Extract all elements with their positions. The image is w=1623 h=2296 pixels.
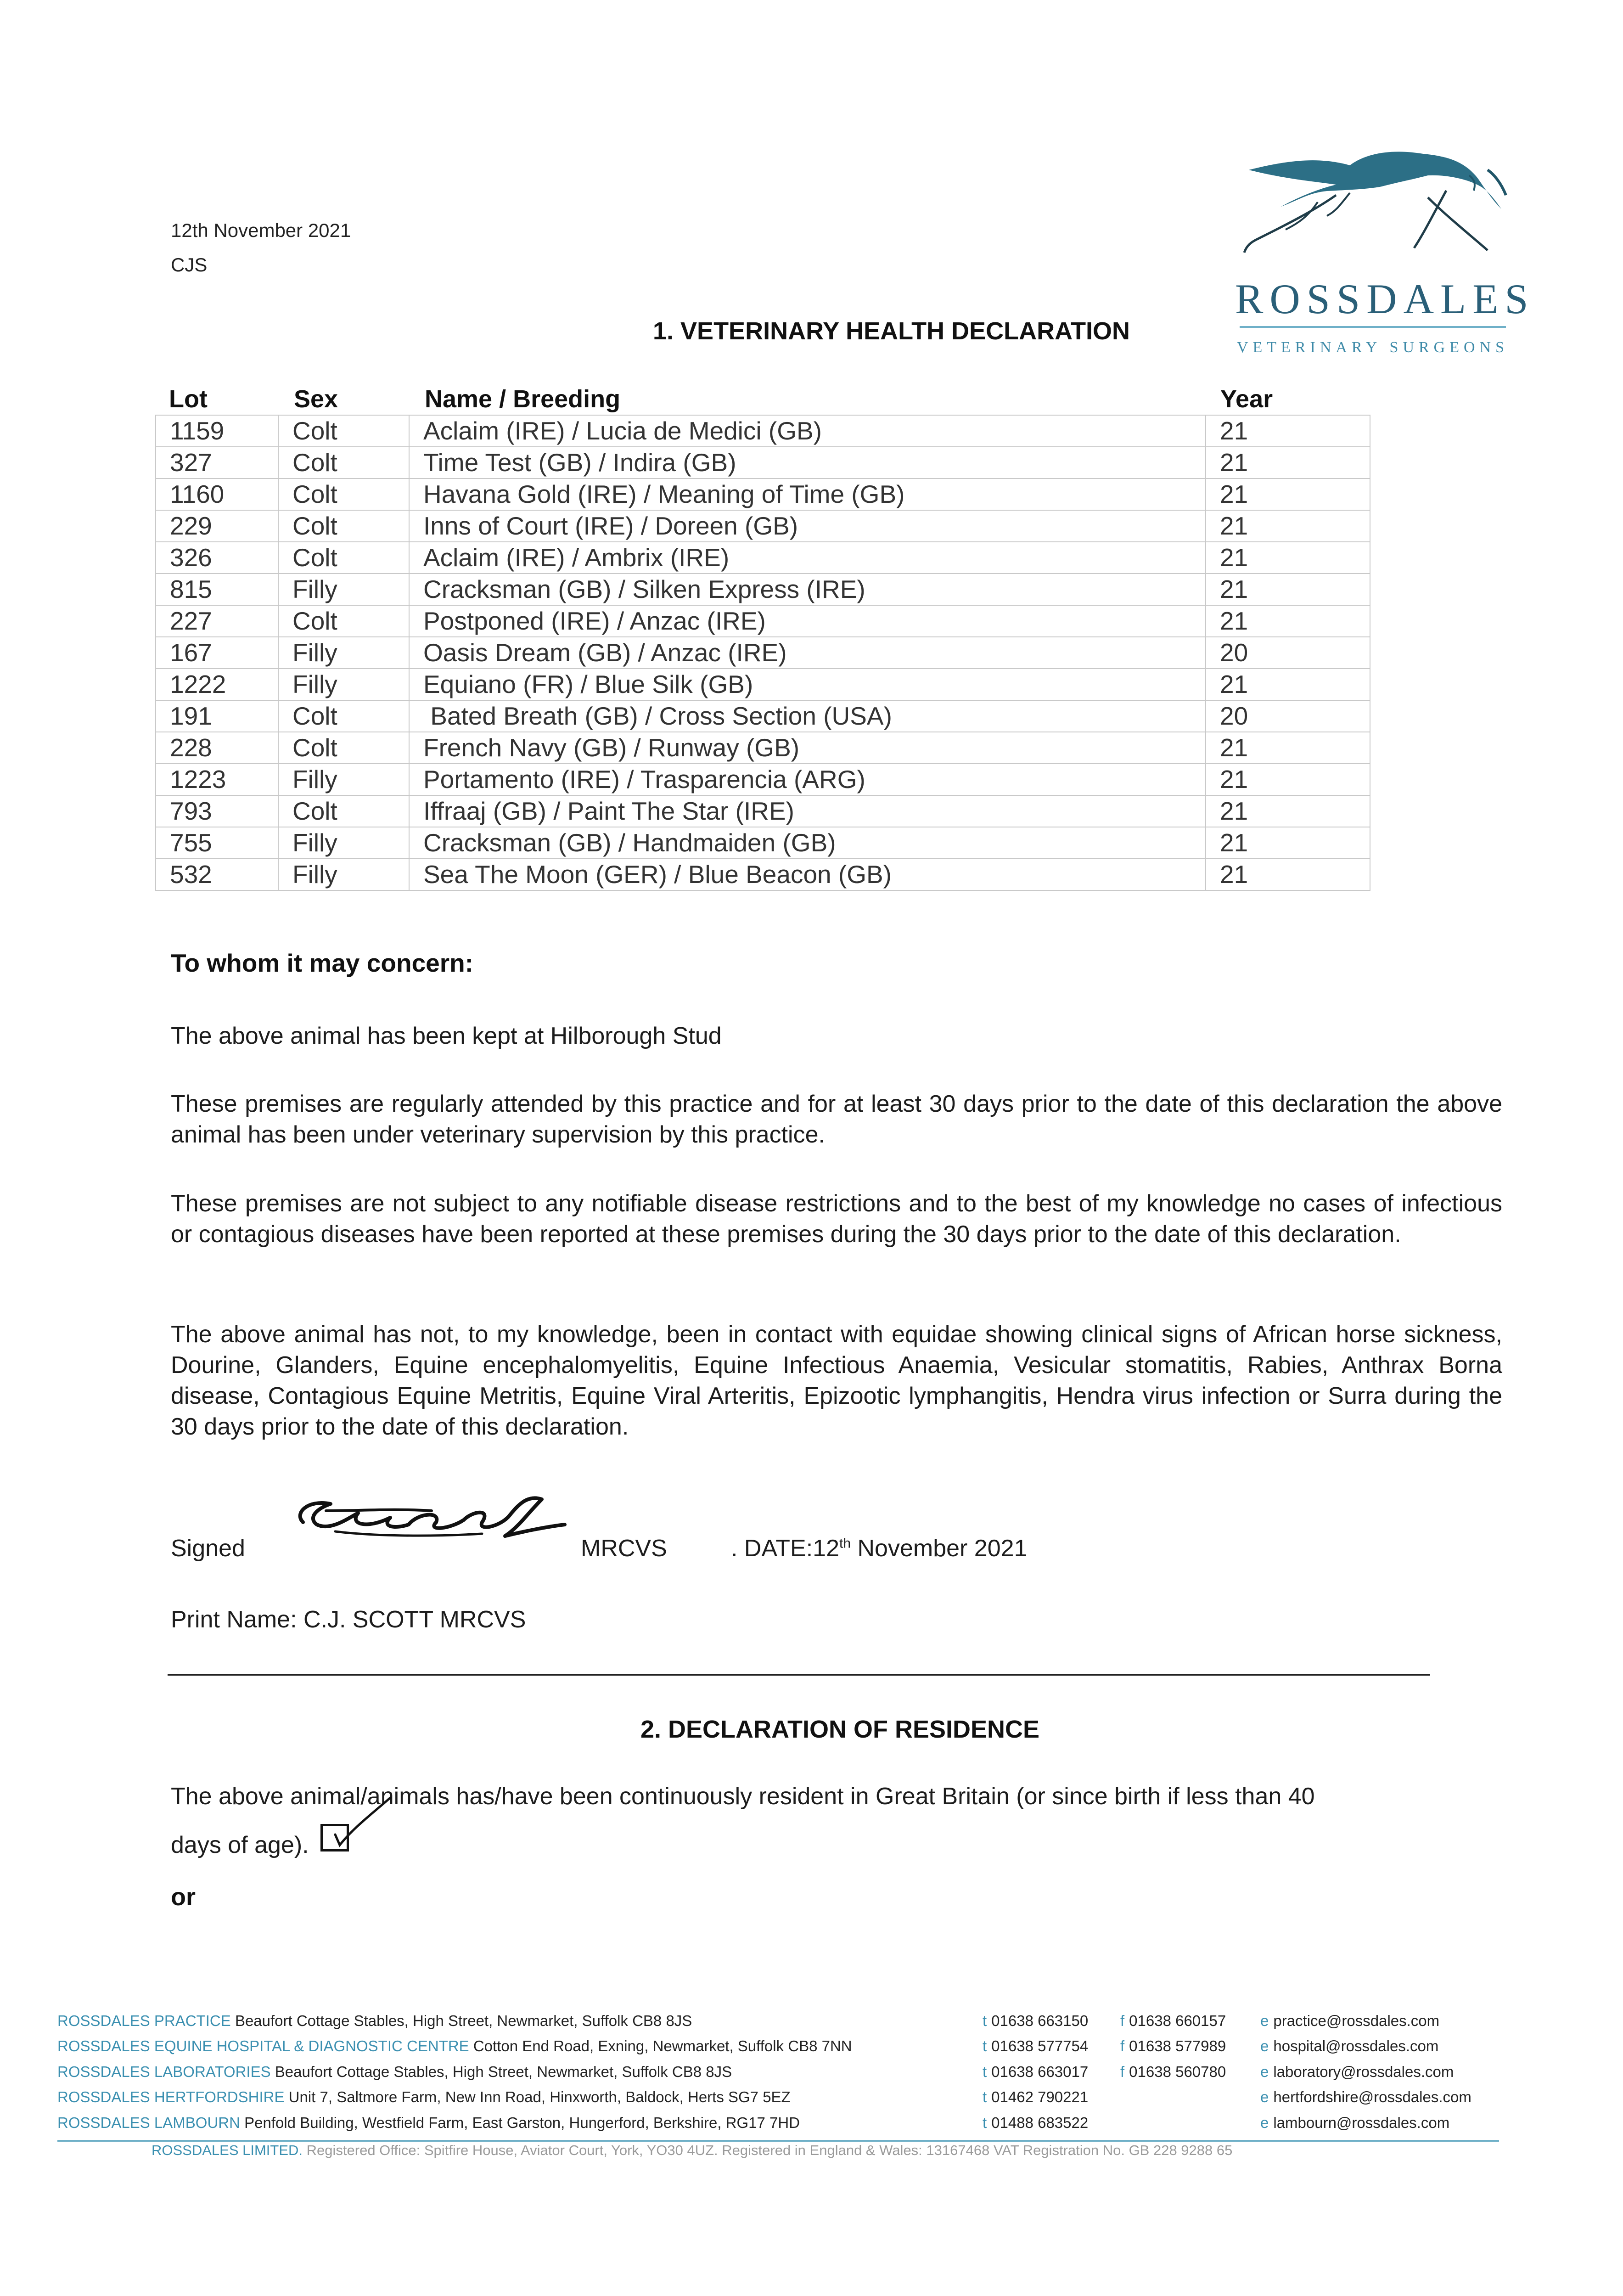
footer-divider <box>57 2140 1499 2142</box>
cell-name: Bated Breath (GB) / Cross Section (USA) <box>409 700 1206 732</box>
cell-name: Time Test (GB) / Indira (GB) <box>409 447 1206 478</box>
col-header-lot: Lot <box>169 385 208 413</box>
footer-email-link[interactable]: e hertfordshire@rossdales.com <box>1260 2088 1471 2105</box>
cell-sex: Filly <box>278 637 409 669</box>
table-row <box>156 700 1370 732</box>
cell-lot: 815 <box>156 574 278 605</box>
cell-year: 21 <box>1206 542 1370 574</box>
cell-lot: 228 <box>156 732 278 764</box>
col-header-sex: Sex <box>294 385 338 413</box>
lots-table <box>155 415 1370 891</box>
print-name: Print Name: C.J. SCOTT MRCVS <box>171 1606 526 1633</box>
cell-sex: Filly <box>278 764 409 795</box>
cell-name: Postponed (IRE) / Anzac (IRE) <box>409 605 1206 637</box>
section1-title: 1. VETERINARY HEALTH DECLARATION <box>653 317 1130 345</box>
table-row <box>156 415 1370 447</box>
cell-sex: Colt <box>278 542 409 574</box>
residence-line2: days of age). <box>171 1832 309 1858</box>
footer-email-link[interactable]: e laboratory@rossdales.com <box>1260 2063 1454 2080</box>
footer-entity-row: ROSSDALES PRACTICE Beaufort Cottage Stables, High Street, Newmarket, Suffolk CB8 8JS <box>57 2012 692 2029</box>
table-row <box>156 574 1370 605</box>
cell-sex: Colt <box>278 415 409 447</box>
table-row <box>156 510 1370 542</box>
cell-lot: 1160 <box>156 478 278 510</box>
reference-initials: CJS <box>171 254 208 276</box>
footer-phone: t 01638 663150 <box>983 2012 1089 2029</box>
cell-sex: Colt <box>278 700 409 732</box>
cell-name: Inns of Court (IRE) / Doreen (GB) <box>409 510 1206 542</box>
cell-lot: 793 <box>156 795 278 827</box>
footer-entity-row: ROSSDALES HERTFORDSHIRE Unit 7, Saltmore Farm, New Inn Road, Hinxworth, Baldock, Herts SG7 5EZ <box>57 2088 791 2105</box>
cell-year: 21 <box>1206 764 1370 795</box>
table-row <box>156 605 1370 637</box>
cell-year: 21 <box>1206 795 1370 827</box>
footer-fax: f 01638 560780 <box>1120 2063 1226 2080</box>
tick-mark <box>321 1791 395 1855</box>
cell-sex: Filly <box>278 859 409 890</box>
mrcvs-label: MRCVS <box>581 1535 667 1562</box>
cell-year: 21 <box>1206 478 1370 510</box>
footer-phone: t 01638 663017 <box>983 2063 1089 2080</box>
cell-lot: 327 <box>156 447 278 478</box>
cell-year: 21 <box>1206 574 1370 605</box>
cell-name: Sea The Moon (GER) / Blue Beacon (GB) <box>409 859 1206 890</box>
footer-fax: f 01638 577989 <box>1120 2037 1226 2054</box>
footer-fax: f 01638 660157 <box>1120 2012 1226 2029</box>
cell-name: Cracksman (GB) / Silken Express (IRE) <box>409 574 1206 605</box>
footer-entity-row: ROSSDALES LABORATORIES Beaufort Cottage Stables, High Street, Newmarket, Suffolk CB8 8JS <box>57 2063 732 2080</box>
cell-lot: 326 <box>156 542 278 574</box>
col-header-year: Year <box>1220 385 1273 413</box>
cell-sex: Colt <box>278 478 409 510</box>
cell-name: Aclaim (IRE) / Lucia de Medici (GB) <box>409 415 1206 447</box>
logo-divider <box>1240 326 1506 328</box>
cell-name: French Navy (GB) / Runway (GB) <box>409 732 1206 764</box>
col-header-name: Name / Breeding <box>425 385 621 413</box>
footer-email-link[interactable]: e hospital@rossdales.com <box>1260 2037 1439 2054</box>
cell-sex: Filly <box>278 574 409 605</box>
salutation: To whom it may concern: <box>171 949 474 977</box>
table-row <box>156 447 1370 478</box>
table-row <box>156 669 1370 700</box>
table-row <box>156 795 1370 827</box>
cell-name: Portamento (IRE) / Trasparencia (ARG) <box>409 764 1206 795</box>
logo-subtitle: VETERINARY SURGEONS <box>1236 339 1509 356</box>
table-row <box>156 827 1370 859</box>
signature-date: . DATE:12th November 2021 <box>731 1535 1028 1562</box>
or-label: or <box>171 1883 196 1911</box>
cell-sex: Colt <box>278 732 409 764</box>
cell-sex: Colt <box>278 447 409 478</box>
cell-name: Equiano (FR) / Blue Silk (GB) <box>409 669 1206 700</box>
cell-name: Iffraaj (GB) / Paint The Star (IRE) <box>409 795 1206 827</box>
cell-year: 21 <box>1206 415 1370 447</box>
cell-sex: Colt <box>278 795 409 827</box>
footer-registered-office: ROSSDALES LIMITED. Registered Office: Spitfire House, Aviator Court, York, YO30 4UZ. Registered in England & Wales: 13167468 VAT Registration No. GB 228 9288 65 <box>152 2142 1233 2158</box>
paragraph-diseases: The above animal has not, to my knowledge, been in contact with equidae showing clinical signs of African horse sickness, Dourine, Glanders, Equine encephalomyelitis, Equine Infectious Anaemia, Vesicular stomatitis, Rabies, Anthrax Borna disease, Contagious Equine Metritis, Equine Viral Arteritis, Epizootic lymphangitis, Hendra virus infection or Surra during the 30 days prior to the date of this declaration. <box>171 1321 1502 1440</box>
cell-lot: 755 <box>156 827 278 859</box>
residence-line1: The above animal/animals has/have been continuously resident in Great Britain (or since birth if less than 40 <box>171 1783 1315 1810</box>
footer-entity-row: ROSSDALES EQUINE HOSPITAL & DIAGNOSTIC CENTRE Cotton End Road, Exning, Newmarket, Suffolk CB8 7NN <box>57 2037 852 2054</box>
footer-phone: t 01488 683522 <box>983 2114 1089 2131</box>
footer-entity-row: ROSSDALES LAMBOURN Penfold Building, Westfield Farm, East Garston, Hungerford, Berkshire, RG17 7HD <box>57 2114 800 2131</box>
cell-year: 21 <box>1206 510 1370 542</box>
cell-year: 20 <box>1206 700 1370 732</box>
cell-year: 21 <box>1206 605 1370 637</box>
section-divider <box>168 1674 1430 1676</box>
cell-lot: 1222 <box>156 669 278 700</box>
cell-sex: Filly <box>278 827 409 859</box>
cell-lot: 1223 <box>156 764 278 795</box>
paragraph-supervision: These premises are regularly attended by this practice and for at least 30 days prior to the date of this declaration the above animal has been under veterinary supervision by this practice. <box>171 1091 1502 1148</box>
cell-lot: 167 <box>156 637 278 669</box>
cell-name: Cracksman (GB) / Handmaiden (GB) <box>409 827 1206 859</box>
signature-image <box>289 1486 583 1561</box>
cell-name: Oasis Dream (GB) / Anzac (IRE) <box>409 637 1206 669</box>
paragraph-premises: The above animal has been kept at Hilborough Stud <box>171 1023 722 1049</box>
table-row <box>156 764 1370 795</box>
cell-year: 21 <box>1206 669 1370 700</box>
cell-lot: 191 <box>156 700 278 732</box>
cell-lot: 227 <box>156 605 278 637</box>
table-row <box>156 732 1370 764</box>
footer-phone: t 01462 790221 <box>983 2088 1089 2105</box>
signed-label: Signed <box>171 1535 245 1562</box>
cell-lot: 532 <box>156 859 278 890</box>
section2-title: 2. DECLARATION OF RESIDENCE <box>640 1716 1040 1743</box>
footer-email-link[interactable]: e lambourn@rossdales.com <box>1260 2114 1450 2131</box>
document-date: 12th November 2021 <box>171 219 351 241</box>
table-row <box>156 637 1370 669</box>
paragraph-restrictions: These premises are not subject to any notifiable disease restrictions and to the best of my knowledge no cases of infectious or contagious diseases have been reported at these premises during the 30 days prior to the date of this declaration. <box>171 1190 1502 1248</box>
horse-icon <box>1230 147 1535 363</box>
cell-year: 20 <box>1206 637 1370 669</box>
table-row <box>156 478 1370 510</box>
cell-year: 21 <box>1206 827 1370 859</box>
cell-year: 21 <box>1206 447 1370 478</box>
table-row <box>156 542 1370 574</box>
footer-phone: t 01638 577754 <box>983 2037 1089 2054</box>
cell-year: 21 <box>1206 732 1370 764</box>
cell-sex: Colt <box>278 605 409 637</box>
cell-lot: 1159 <box>156 415 278 447</box>
cell-sex: Colt <box>278 510 409 542</box>
cell-year: 21 <box>1206 859 1370 890</box>
table-row <box>156 859 1370 890</box>
footer-email-link[interactable]: e practice@rossdales.com <box>1260 2012 1440 2029</box>
logo-wordmark: ROSSDALES <box>1235 276 1535 322</box>
cell-lot: 229 <box>156 510 278 542</box>
cell-name: Havana Gold (IRE) / Meaning of Time (GB) <box>409 478 1206 510</box>
cell-name: Aclaim (IRE) / Ambrix (IRE) <box>409 542 1206 574</box>
cell-sex: Filly <box>278 669 409 700</box>
